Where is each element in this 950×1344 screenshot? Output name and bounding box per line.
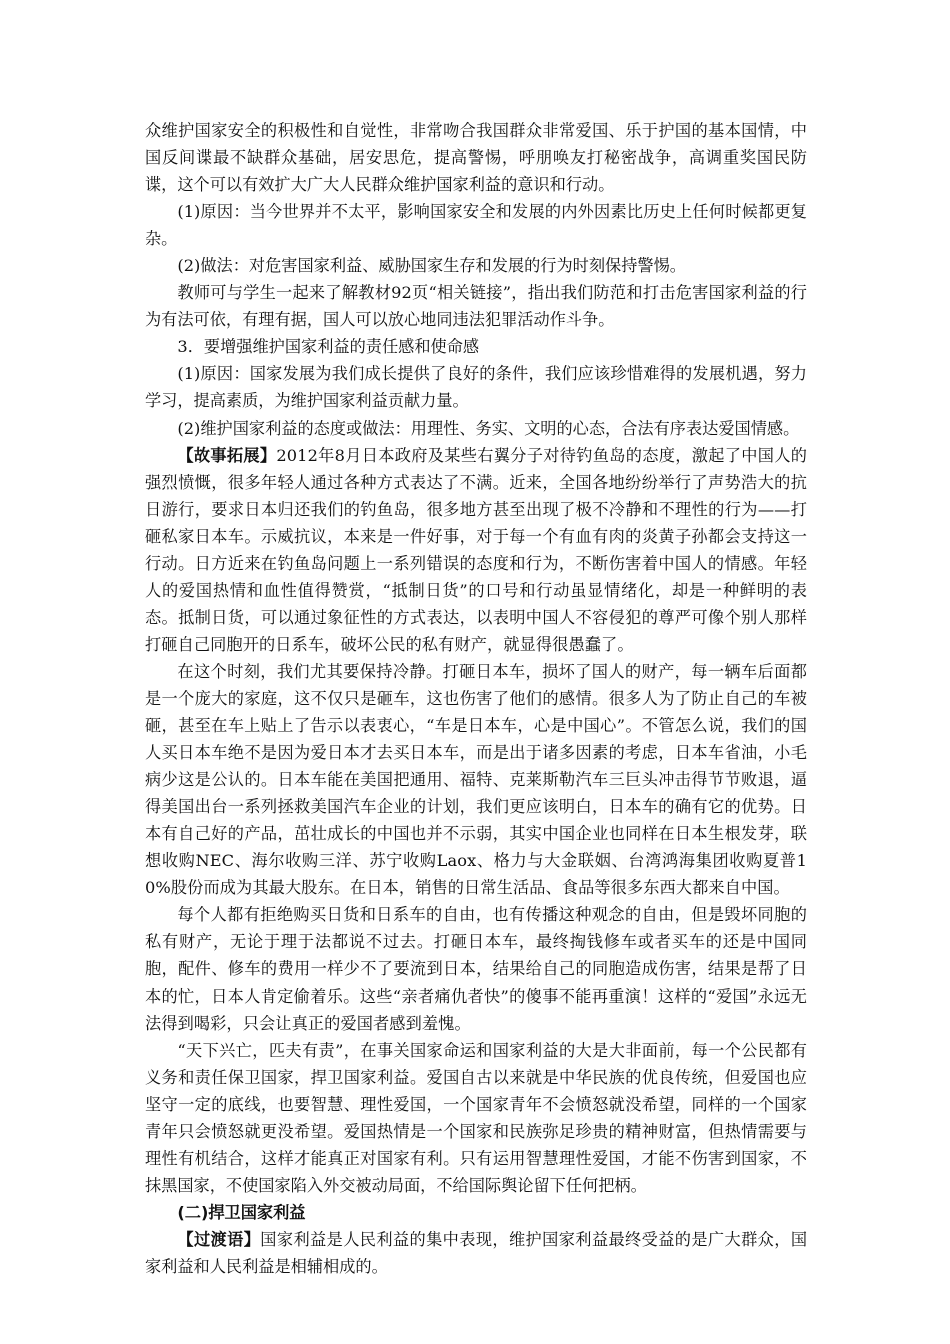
practice-paragraph: (2)做法：对危害国家利益、威胁国家生存和发展的行为时刻保持警惕。	[177, 256, 686, 276]
section-3-attitude: (2)维护国家利益的态度或做法：用理性、务实、文明的心态，合法有序表达爱国情感。	[177, 418, 800, 438]
story-text-1: 2012年8月日本政府及某些右翼分子对待钓鱼岛的态度，激起了中国人的强烈愤慨，很多年轻人通过各种方式表达了不满。近来，全国各地纷纷举行了声势浩大的抗日游行，要求日本归还我们的钓鱼岛，很多地方甚至出现了极不冷静和不理性的行为——打砸私家日本车。示威抗议，本来是一件好事，对于每一个有血有肉的炎黄子孙都会支持这一行动。日方近来在钓鱼岛问题上一系列错误的态度和行为，不断伤害着中国人的情感。年轻人的爱国热情和血性值得赞赏，“抵制日货”的口号和行动虽显情绪化，却是一种鲜明的表态。抵制日货，可以通过象征性的方式表达，以表明中国人不容侵犯的尊严可像个别人那样打砸自己同胞开的日系车，破坏公民的私有财产，就显得很愚蠢了。	[145, 445, 807, 654]
story-paragraph-3: 每个人都有拒绝购买日货和日系车的自由，也有传播这种观念的自由，但是毁坏同胞的私有财产，无论于理于法都说不过去。打砸日本车，最终掏钱修车或者买车的还是中国同胞，配件、修车的费用一样少不了要流到日本，结果给自己的同胞造成伤害，结果是帮了日本的忙，日本人肯定偷着乐。这些“亲者痛仇者快”的傻事不能再重演！这样的“爱国”永远无法得到喝彩，只会让真正的爱国者感到羞愧。	[145, 905, 807, 1033]
transition-label: 【过渡语】	[177, 1229, 261, 1249]
document-body	[145, 117, 807, 1280]
section-3-title: 3．要增强维护国家利益的责任感和使命感	[177, 337, 480, 357]
intro-paragraph: 众维护国家安全的积极性和自觉性，非常吻合我国群众非常爱国、乐于护国的基本国情，中国反间谍最不缺群众基础，居安思危，提高警惕，呼朋唤友打秘密战争，高调重奖国民防谍，这个可以有效扩大广大人民群众维护国家利益的意识和行动。	[145, 121, 807, 195]
transition-text: 国家利益是人民利益的集中表现，维护国家利益最终受益的是广大群众，国家利益和人民利益是相辅相成的。	[145, 1229, 808, 1276]
conclusion-paragraph: “天下兴亡，匹夫有责”，在事关国家命运和国家利益的大是大非面前，每一个公民都有义务和责任保卫国家，捍卫国家利益。爱国自古以来就是中华民族的优良传统，但爱国也应坚守一定的底线，也要智慧、理性爱国，一个国家青年不会愤怒就没希望，同样的一个国家青年只会愤怒就更没希望。爱国热情是一个国家和民族弥足珍贵的精神财富，但热情需要与理性有机结合，这样才能真正对国家有利。只有运用智慧理性爱国，才能不伤害到国家，不抹黑国家，不使国家陷入外交被动局面，不给国际舆论留下任何把柄。	[145, 1040, 807, 1195]
story-paragraph-2: 在这个时刻，我们尤其要保持冷静。打砸日本车，损坏了国人的财产，每一辆车后面都是一个庞大的家庭，这不仅只是砸车，这也伤害了他们的感情。很多人为了防止自己的车被砸，甚至在车上贴上了告示以表衷心，“车是日本车，心是中国心”。不管怎么说，我们的国人买日本车绝不是因为爱日本才去买日本车，而是出于诸多因素的考虑，日本车省油，小毛病少这是公认的。日本车能在美国把通用、福特、克莱斯勒汽车三巨头冲击得节节败退，逼得美国出台一系列拯救美国汽车企业的计划，我们更应该明白，日本车的确有它的优势。日本有自己好的产品，茁壮成长的中国也并不示弱，其实中国企业也同样在日本生根发芽，联想收购NEC、海尔收购三洋、苏宁收购Laox、格力与大金联姻、台湾鸿海集团收购夏普10%股份而成为其最大股东。在日本，销售的日常生活品、食品等很多东西大都来自中国。	[145, 661, 807, 898]
section-2-heading: (二)捍卫国家利益	[177, 1202, 306, 1222]
reason-paragraph: (1)原因：当今世界并不太平，影响国家安全和发展的内外因素比历史上任何时候都更复杂。	[145, 202, 807, 249]
story-paragraph-1	[145, 442, 807, 658]
section-3-reason: (1)原因：国家发展为我们成长提供了良好的条件，我们应该珍惜难得的发展机遇，努力学习，提高素质，为维护国家利益贡献力量。	[145, 364, 807, 411]
teacher-note-paragraph: 教师可与学生一起来了解教材92页“相关链接”，指出我们防范和打击危害国家利益的行为有法可依，有理有据，国人可以放心地同违法犯罪活动作斗争。	[145, 283, 807, 330]
transition-paragraph	[145, 1226, 807, 1280]
story-label: 【故事拓展】	[177, 445, 277, 465]
